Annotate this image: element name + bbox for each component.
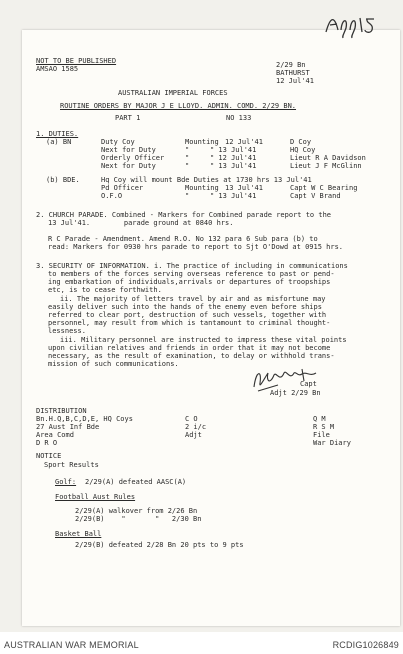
- security-line: easily deliver such into the hands of the enemy even before ships: [48, 303, 322, 311]
- distribution-item: 27 Aust Inf Bde: [36, 423, 100, 431]
- reference-number: AMSAO 1585: [36, 65, 79, 73]
- notice-subheading: Sport Results: [44, 461, 99, 469]
- security-line: 3. SECURITY OF INFORMATION. i. The practice of including in communications: [36, 262, 348, 270]
- duty-status: ": [185, 146, 190, 154]
- security-line: to members of the forces serving overseas reference to past or pend-: [48, 270, 335, 278]
- bde-role: O.F.O: [101, 192, 123, 200]
- security-line: iii. Military personnel are instructed to impress these vital points: [60, 336, 347, 344]
- bde-status: ": [185, 192, 190, 200]
- security-line: mission of such communications.: [48, 360, 179, 368]
- security-line: ii. The majority of letters travel by air and as misfortune may: [60, 295, 326, 303]
- duties-heading: 1. DUTIES.: [36, 130, 79, 138]
- order-number: NO 133: [226, 114, 252, 122]
- distribution-item: 2 i/c: [185, 423, 207, 431]
- church-parade-line-4: read: Markers for 0930 hrs parade to report to Sjt O'Dowd at 0915 hrs.: [48, 243, 344, 251]
- handwritten-annotation: [322, 10, 382, 40]
- football-result: 2/29(B) " " 2/30 Bn: [75, 515, 202, 523]
- bde-duty-note: Hq Coy will mount Bde Duties at 1730 hrs 13 Jul'41: [101, 176, 312, 184]
- security-line: upon civilian relatives and friends in order that it may not become: [48, 344, 331, 352]
- security-line: referred to clear port, destruction of such vessels, together with: [48, 311, 327, 319]
- football-heading: Football Aust Rules: [55, 493, 136, 501]
- church-parade-line-2: 13 Jul'41. parade ground at 0840 hrs.: [48, 219, 234, 227]
- golf-label: Golf:: [55, 478, 77, 486]
- distribution-item: R S M: [313, 423, 335, 431]
- bde-date: " 13 Jul'41: [210, 192, 257, 200]
- security-line: etc, is to cease forthwith.: [48, 286, 162, 294]
- distribution-item: War Diary: [313, 439, 351, 447]
- distribution-item: File: [313, 431, 330, 439]
- duties-sub-b: (b) BDE.: [46, 176, 80, 184]
- bde-status: Mounting: [185, 184, 219, 192]
- football-result: 2/29(A) walkover from 2/26 Bn: [75, 507, 198, 515]
- distribution-item: Adjt: [185, 431, 202, 439]
- archive-record-id: RCDIG1026849: [332, 640, 399, 650]
- basketball-heading: Basket Ball: [55, 530, 102, 538]
- bde-role: Pd Officer: [101, 184, 144, 192]
- part-label: PART 1: [115, 114, 141, 122]
- security-line: ing embarkation of individuals,arrivals or departures of troopships: [48, 278, 331, 286]
- bde-assignee: Capt V Brand: [290, 192, 341, 200]
- notice-heading: NOTICE: [36, 452, 62, 460]
- duty-date: " 13 Jul'41: [210, 162, 257, 170]
- restriction-label: NOT TO BE PUBLISHED: [36, 57, 117, 65]
- golf-result: 2/29(A) defeated AASC(A): [85, 478, 187, 486]
- location: BATHURST: [276, 69, 310, 77]
- signature-rank: Capt: [300, 380, 317, 388]
- distribution-heading: DISTRIBUTION: [36, 407, 87, 415]
- duty-role: Duty Coy: [101, 138, 135, 146]
- duty-role: Next for Duty: [101, 146, 156, 154]
- duty-assignee: D Coy: [290, 138, 312, 146]
- signature-role: Adjt 2/29 Bn: [270, 389, 321, 397]
- bde-date: 13 Jul'41: [225, 184, 263, 192]
- title-orders: ROUTINE ORDERS BY MAJOR J E LLOYD. ADMIN. COMD. 2/29 BN.: [60, 102, 297, 110]
- security-line: lessness.: [48, 327, 86, 335]
- duty-date: " 12 Jul'41: [210, 154, 257, 162]
- distribution-item: D R O: [36, 439, 58, 447]
- duty-status: ": [185, 154, 190, 162]
- duty-status: ": [185, 162, 190, 170]
- duty-assignee: HQ Coy: [290, 146, 316, 154]
- duty-role: Orderly Officer: [101, 154, 165, 162]
- duty-assignee: Lieut R A Davidson: [290, 154, 366, 162]
- distribution-item: Q M: [313, 415, 326, 423]
- unit: 2/29 Bn: [276, 61, 306, 69]
- duty-date: " 13 Jul'41: [210, 146, 257, 154]
- security-line: necessary, as the result of examination, to delay or withhold trans-: [48, 352, 335, 360]
- duty-status: Mounting: [185, 138, 219, 146]
- church-parade-line-1: 2. CHURCH PARADE. Combined - Markers for Combined parade report to the: [36, 211, 332, 219]
- title-force: AUSTRALIAN IMPERIAL FORCES: [118, 89, 228, 97]
- distribution-item: Bn.H.Q,B,C,D,E, HQ Coys: [36, 415, 133, 423]
- bde-assignee: Capt W C Bearing: [290, 184, 358, 192]
- duties-sub-a: (a) BN: [46, 138, 72, 146]
- distribution-item: Area Comd: [36, 431, 74, 439]
- security-line: personnel, may result from which is tantamount to criminal thought-: [48, 319, 331, 327]
- date: 12 Jul'41: [276, 77, 314, 85]
- basketball-result: 2/29(B) defeated 2/28 Bn 20 pts to 9 pts: [75, 541, 244, 549]
- archive-name: AUSTRALIAN WAR MEMORIAL: [4, 640, 139, 650]
- duty-assignee: Lieut J F McGlinn: [290, 162, 362, 170]
- duty-date: 12 Jul'41: [225, 138, 263, 146]
- duty-role: Next for Duty: [101, 162, 156, 170]
- distribution-item: C O: [185, 415, 198, 423]
- church-parade-line-3: R C Parade - Amendment. Amend R.O. No 132 para 6 Sub para (b) to: [48, 235, 318, 243]
